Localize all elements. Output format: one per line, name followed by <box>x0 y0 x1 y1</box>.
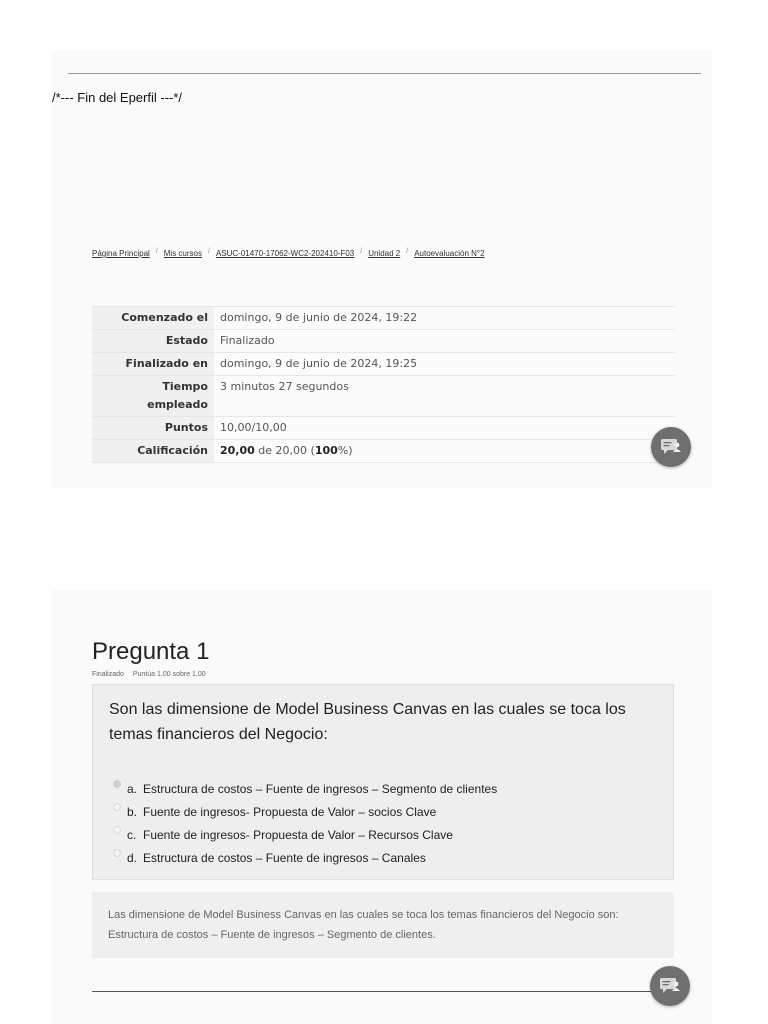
time-value: 3 minutos 27 segundos <box>214 376 675 417</box>
option-d[interactable] <box>113 846 497 869</box>
breadcrumb-separator: / <box>208 248 210 255</box>
breadcrumb-course[interactable]: ASUC-01470-17062-WC2-202410-F03 <box>215 249 355 258</box>
option-text: Fuente de ingresos- Propuesta de Valor – socios Clave <box>143 804 437 819</box>
question-status: Finalizado <box>92 671 124 678</box>
chat-icon <box>660 438 682 456</box>
table-row <box>92 376 675 417</box>
started-value: domingo, 9 de junio de 2024, 19:22 <box>214 307 675 330</box>
points-value: 10,00/10,00 <box>214 417 675 440</box>
option-text: Fuente de ingresos- Propuesta de Valor – Recursos Clave <box>143 827 453 842</box>
breadcrumb-separator: / <box>406 248 409 255</box>
question-score: Puntúa 1,00 sobre 1,00 <box>132 671 206 678</box>
grade-text: de 20,00 ( <box>254 444 315 457</box>
time-label <box>92 376 214 417</box>
finished-value: domingo, 9 de junio de 2024, 19:25 <box>214 353 675 376</box>
general-feedback: Las dimensione de Model Business Canvas en las cuales se toca los temas financieros del Negocio son: Estructura de costos – Fuente de ingresos – Segmento de clientes. <box>92 892 674 958</box>
breadcrumb-separator: / <box>155 248 158 255</box>
breadcrumb-home[interactable]: Página Principal <box>92 249 150 258</box>
answer-options <box>113 777 497 869</box>
grade-label: Calificación <box>92 440 214 463</box>
option-a[interactable] <box>113 777 497 800</box>
time-label-line1: Tiempo <box>162 380 208 393</box>
finished-label: Finalizado en <box>92 353 214 376</box>
option-letter: b. <box>127 804 138 819</box>
breadcrumb-my-courses[interactable]: Mis cursos <box>163 249 202 258</box>
option-c[interactable] <box>113 823 497 846</box>
option-text: Estructura de costos – Fuente de ingresos – Segmento de clientes <box>143 781 498 796</box>
state-value: Finalizado <box>214 330 675 353</box>
css-comment-text: /*--- Fin del Eperfil ---*/ <box>52 90 183 105</box>
points-label: Puntos <box>92 417 214 440</box>
chat-button[interactable] <box>651 427 691 467</box>
table-row <box>92 417 675 440</box>
table-row <box>92 330 675 353</box>
question-title: Pregunta 1 <box>92 638 210 665</box>
chat-icon <box>659 977 681 995</box>
radio-button[interactable] <box>113 803 121 811</box>
option-b[interactable] <box>113 800 497 823</box>
state-label: Estado <box>92 330 214 353</box>
grade-percent: 100 <box>314 444 338 457</box>
grade-text-end: %) <box>337 444 353 457</box>
breadcrumb-separator: / <box>360 248 363 255</box>
radio-button[interactable] <box>113 849 121 857</box>
radio-button[interactable] <box>113 826 121 834</box>
breadcrumb-quiz[interactable]: Autoevaluación N°2 <box>414 249 485 258</box>
table-row <box>92 307 675 330</box>
started-label: Comenzado el <box>92 307 214 330</box>
option-letter: c. <box>127 827 137 842</box>
question-meta <box>92 671 213 678</box>
question-box <box>92 684 674 880</box>
time-label-line2: empleado <box>147 398 208 411</box>
grade-score: 20,00 <box>220 444 255 457</box>
option-text: Estructura de costos – Fuente de ingresos – Canales <box>143 850 426 865</box>
divider <box>68 73 701 74</box>
breadcrumb <box>92 249 485 258</box>
table-row <box>92 440 675 463</box>
breadcrumb-unit[interactable]: Unidad 2 <box>368 249 401 258</box>
grade-value <box>214 440 675 463</box>
question-text: Son las dimensione de Model Business Canvas en las cuales se toca los temas financieros del Negocio: <box>109 701 626 743</box>
attempt-summary-table <box>92 306 675 463</box>
option-letter: a. <box>127 781 138 796</box>
table-row <box>92 353 675 376</box>
option-letter: d. <box>127 850 138 865</box>
radio-button[interactable] <box>113 780 121 788</box>
chat-button[interactable] <box>650 966 690 1006</box>
divider <box>92 991 652 992</box>
